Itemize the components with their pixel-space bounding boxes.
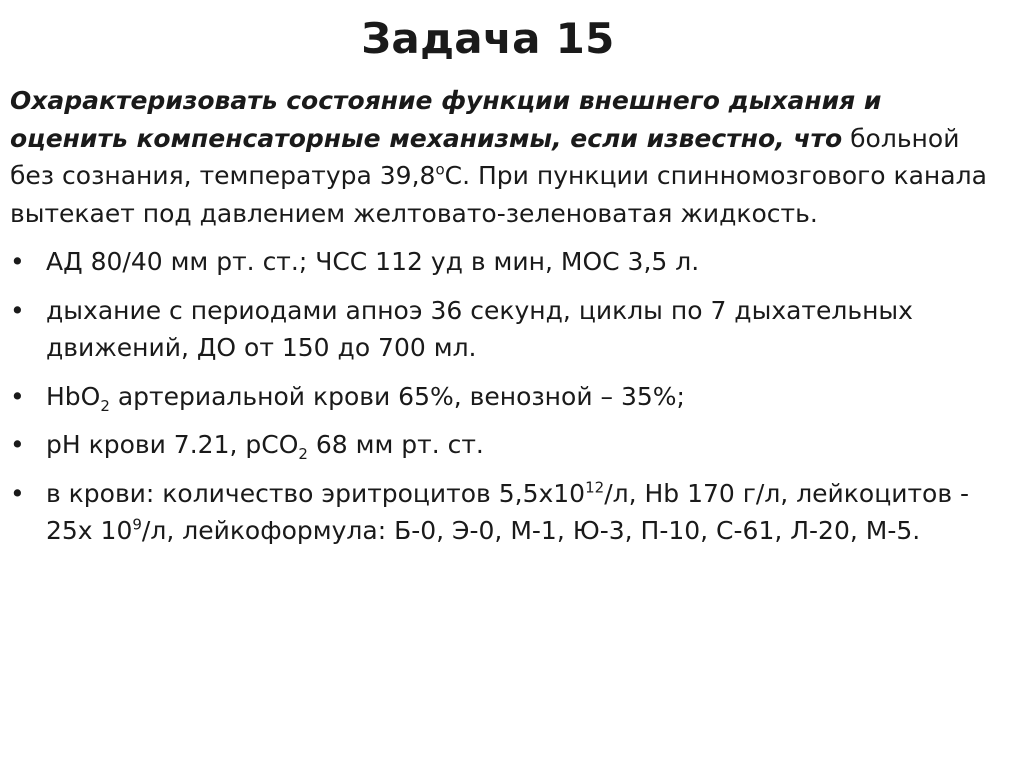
text-segment: 68 мм рт. ст. xyxy=(307,430,484,459)
list-item-text xyxy=(46,479,969,546)
text-segment: в крови: количество эритроцитов 5,5х10 xyxy=(46,478,586,508)
bullet-icon: • xyxy=(10,247,25,276)
superscript: 12 xyxy=(585,478,605,497)
list-item-blood-pressure xyxy=(10,243,1006,281)
list-item-oxyhemoglobin xyxy=(10,378,1006,416)
list-item-text xyxy=(46,381,685,415)
list-item-blood-ph xyxy=(10,426,1006,464)
text-segment: /л, лейкоформула: Б-0, Э-0, М-1, Ю-3, П-10, С-61, Л-20, М-5. xyxy=(141,516,921,545)
bullet-icon: • xyxy=(10,478,25,508)
list-item-blood-count xyxy=(10,475,1006,550)
intro-text-part-2: С. При пункции спинномозгового канала вытекает под давлением желтовато-зеленоватая жидкость. xyxy=(10,161,987,228)
findings-list xyxy=(10,243,1006,550)
superscript: 9 xyxy=(132,515,142,534)
subscript: 2 xyxy=(100,396,110,415)
bullet-icon: • xyxy=(10,381,25,411)
list-item-text: дыхание с периодами апноэ 36 секунд, циклы по 7 дыхательных движений, ДО от 150 до 700 мл. xyxy=(46,295,913,362)
intro-paragraph xyxy=(10,82,1006,232)
bullet-icon: • xyxy=(10,295,25,325)
intro-text-part-1: больной без сознания, температура 39,8 xyxy=(10,123,960,190)
text-segment: pH крови 7.21, pCO xyxy=(46,430,299,459)
text-segment: артериальной крови 65%, венозной – 35%; xyxy=(109,381,685,411)
slide-title: Задача 15 xyxy=(361,14,615,63)
list-item-text xyxy=(46,430,484,463)
list-item-text: АД 80/40 мм рт. ст.; ЧСС 112 уд в мин, МОС 3,5 л. xyxy=(46,247,700,276)
list-item-breathing xyxy=(10,292,1006,367)
text-segment: HbO xyxy=(46,381,101,411)
degree-superscript: о xyxy=(435,160,445,179)
bullet-icon: • xyxy=(10,430,25,459)
task-statement: Охарактеризовать состояние функции внешнего дыхания и оценить компенсаторные механизмы, если известно, что xyxy=(10,86,882,153)
text-segment: /л, Hb 170 г/л, лейкоцитов - 25х 10 xyxy=(46,478,970,545)
slide-content xyxy=(10,82,1006,550)
subscript: 2 xyxy=(298,445,308,463)
